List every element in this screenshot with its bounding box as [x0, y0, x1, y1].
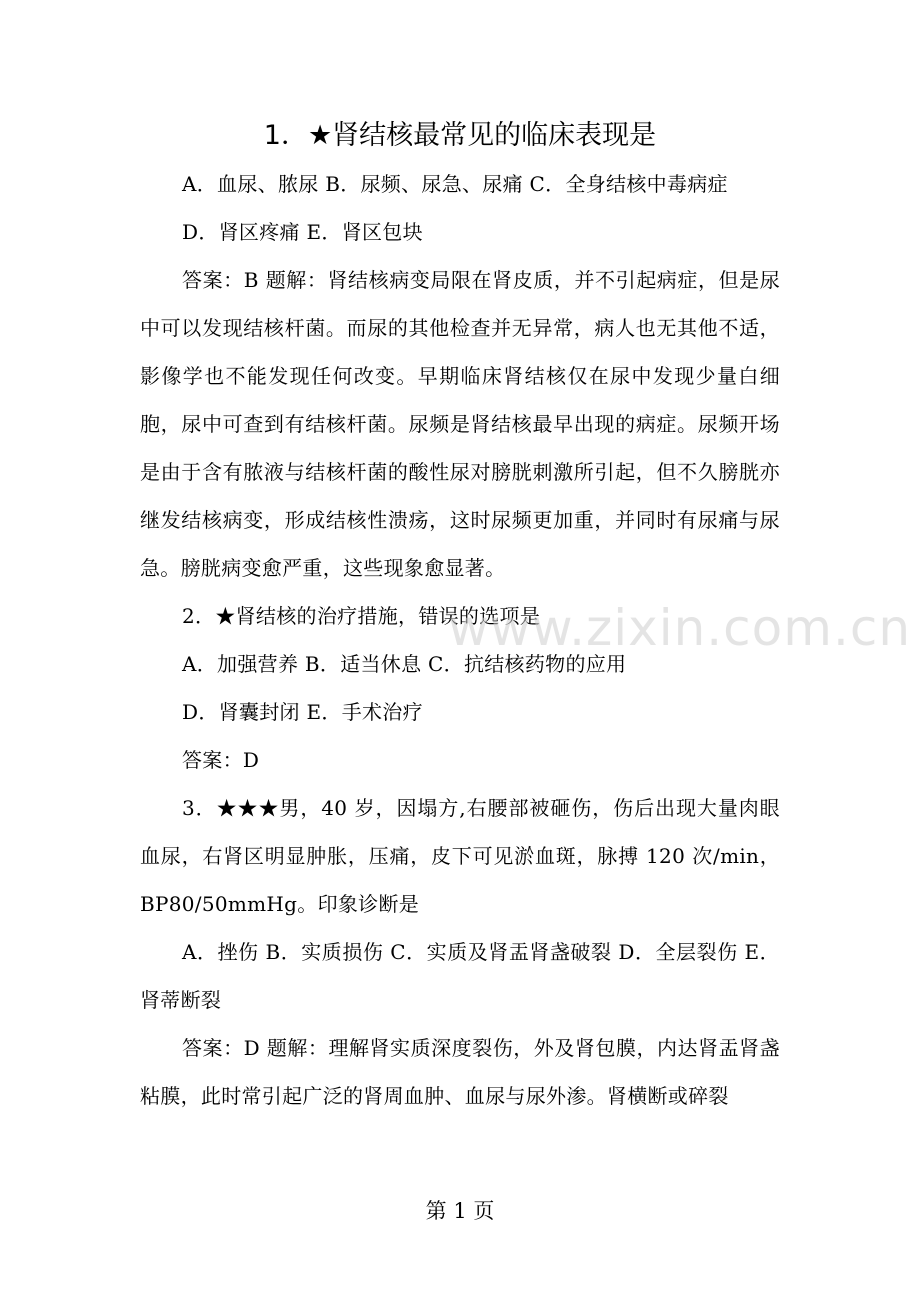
question-1-title: 1．★肾结核最常见的临床表现是: [263, 120, 657, 151]
question-3-title: 3．★★★男，40 岁，因塌方,右腰部被砸伤，伤后出现大量肉眼血尿，右肾区明显肿胀，压痛，皮下可见淤血斑，脉搏 120 次/min，BP80/50mmHg。印象诊断是: [140, 796, 780, 916]
question-3-answer: 答案：D 题解：理解肾实质深度裂伤，外及肾包膜，内达肾盂肾盏粘膜，此时常引起广泛的肾周血肿、血尿与尿外渗。肾横断或碎裂: [140, 1036, 780, 1108]
question-1-options-line-1: A．血尿、脓尿 B．尿频、尿急、尿痛 C．全身结核中毒病症: [182, 172, 728, 196]
question-2-options-line-1: A．加强营养 B．适当休息 C．抗结核药物的应用: [182, 652, 627, 676]
question-2-answer: 答案：D: [182, 748, 260, 772]
document-body: [140, 118, 780, 1120]
question-2-title: 2．★肾结核的治疗措施，错误的选项是: [182, 604, 541, 628]
page-number: 第 1 页: [425, 1199, 495, 1223]
watermark: www.zixin.com.cn: [448, 599, 912, 657]
question-2-options-line-2: D．肾囊封闭 E．手术治疗: [182, 700, 423, 724]
question-3-options: A．挫伤 B．实质损伤 C．实质及肾盂肾盏破裂 D．全层裂伤 E．肾蒂断裂: [140, 940, 780, 1012]
question-1-answer: 答案：B 题解：肾结核病变局限在肾皮质，并不引起病症，但是尿中可以发现结核杆菌。而尿的其他检查并无异常，病人也无其他不适，影像学也不能发现任何改变。早期临床肾结核仅在尿中发现少量白细胞，尿中可查到有结核杆菌。尿频是肾结核最早出现的病症。尿频开场是由于含有脓液与结核杆菌的酸性尿对膀胱刺激所引起，但不久膀胱亦继发结核病变，形成结核性溃疡，这时尿频更加重，并同时有尿痛与尿急。膀胱病变愈严重，这些现象愈显著。: [140, 268, 780, 580]
question-1-options-line-2: D．肾区疼痛 E．肾区包块: [182, 220, 423, 244]
